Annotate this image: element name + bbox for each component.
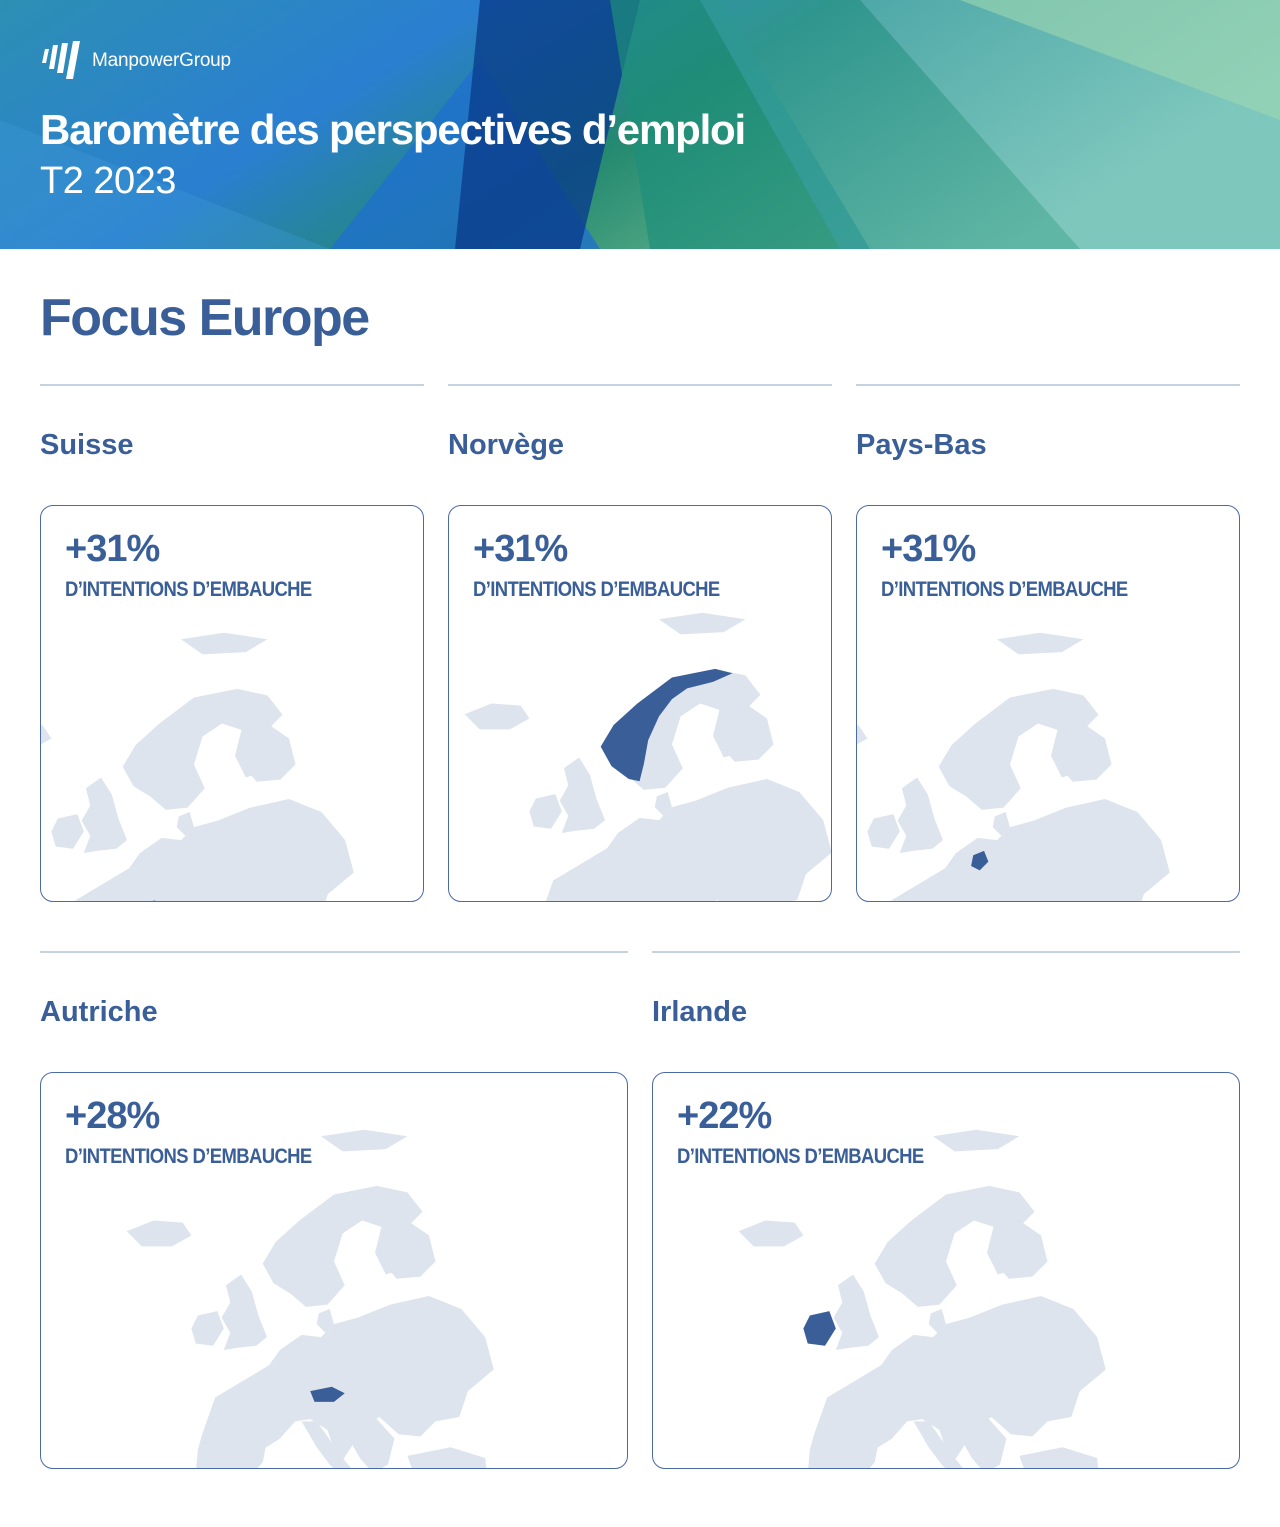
divider bbox=[40, 384, 424, 386]
map-region-ireland bbox=[191, 1311, 223, 1346]
divider bbox=[448, 384, 832, 386]
country-card bbox=[652, 1072, 1240, 1469]
manpower-logo-icon bbox=[40, 41, 86, 81]
hiring-intention-value: +31% bbox=[473, 528, 568, 570]
map-region-finland bbox=[241, 723, 295, 781]
map-region-iceland bbox=[41, 723, 51, 749]
country-block-norway bbox=[448, 384, 832, 904]
map-region-iceland bbox=[857, 723, 867, 749]
page-title: Baromètre des perspectives d’emploi bbox=[40, 106, 745, 153]
map-region-svalbard bbox=[997, 633, 1083, 655]
country-block-netherlands bbox=[856, 384, 1240, 904]
country-block-switzerland bbox=[40, 384, 424, 904]
map-region-finland bbox=[381, 1220, 435, 1278]
map-region-ireland bbox=[867, 814, 899, 849]
map-region-britain bbox=[222, 1274, 267, 1350]
country-name: Irlande bbox=[652, 996, 748, 1028]
country-card bbox=[40, 1072, 628, 1469]
hiring-intention-caption: D’INTENTIONS D’EMBAUCHE bbox=[473, 578, 720, 601]
map-region-britain bbox=[834, 1274, 879, 1350]
map-region-iceland bbox=[127, 1220, 192, 1246]
map-region-turkey bbox=[407, 1447, 487, 1468]
map-region-britain bbox=[898, 777, 943, 853]
country-card bbox=[448, 505, 832, 902]
map-region-turkey bbox=[1019, 1447, 1099, 1468]
map-region-finland bbox=[1057, 723, 1111, 781]
hiring-intention-caption: D’INTENTIONS D’EMBAUCHE bbox=[65, 578, 312, 601]
map-region-svalbard bbox=[321, 1130, 407, 1152]
page-subtitle: T2 2023 bbox=[40, 160, 176, 202]
hiring-intention-caption: D’INTENTIONS D’EMBAUCHE bbox=[65, 1145, 312, 1168]
country-name: Suisse bbox=[40, 429, 134, 461]
divider bbox=[856, 384, 1240, 386]
hiring-intention-value: +28% bbox=[65, 1095, 160, 1137]
map-region-ireland bbox=[51, 814, 83, 849]
divider bbox=[40, 951, 628, 953]
map-region-ireland bbox=[529, 794, 561, 829]
hiring-intention-caption: D’INTENTIONS D’EMBAUCHE bbox=[881, 578, 1128, 601]
hiring-intention-caption: D’INTENTIONS D’EMBAUCHE bbox=[677, 1145, 924, 1168]
brand-logo[interactable] bbox=[40, 41, 231, 81]
map-region-britain bbox=[560, 757, 605, 833]
section-title: Focus Europe bbox=[40, 289, 369, 347]
hiring-intention-value: +31% bbox=[881, 528, 976, 570]
map-region-svalbard bbox=[933, 1130, 1019, 1152]
country-block-ireland bbox=[652, 951, 1240, 1471]
country-card bbox=[856, 505, 1240, 902]
country-name: Pays-Bas bbox=[856, 429, 987, 461]
divider bbox=[652, 951, 1240, 953]
brand-name: ManpowerGroup bbox=[92, 50, 231, 71]
map-region-britain bbox=[82, 777, 127, 853]
map-region-svalbard bbox=[181, 633, 267, 655]
hiring-intention-value: +31% bbox=[65, 528, 160, 570]
map-region-finland bbox=[719, 703, 773, 761]
map-region-svalbard bbox=[659, 613, 745, 635]
country-block-austria bbox=[40, 951, 628, 1471]
hiring-intention-value: +22% bbox=[677, 1095, 772, 1137]
map-region-iceland bbox=[739, 1220, 804, 1246]
map-region-iceland bbox=[465, 703, 530, 729]
country-name: Autriche bbox=[40, 996, 158, 1028]
header-banner bbox=[0, 0, 1280, 249]
country-card bbox=[40, 505, 424, 902]
country-name: Norvège bbox=[448, 429, 565, 461]
highlighted-country-ireland bbox=[803, 1311, 835, 1346]
map-region-finland bbox=[993, 1220, 1047, 1278]
